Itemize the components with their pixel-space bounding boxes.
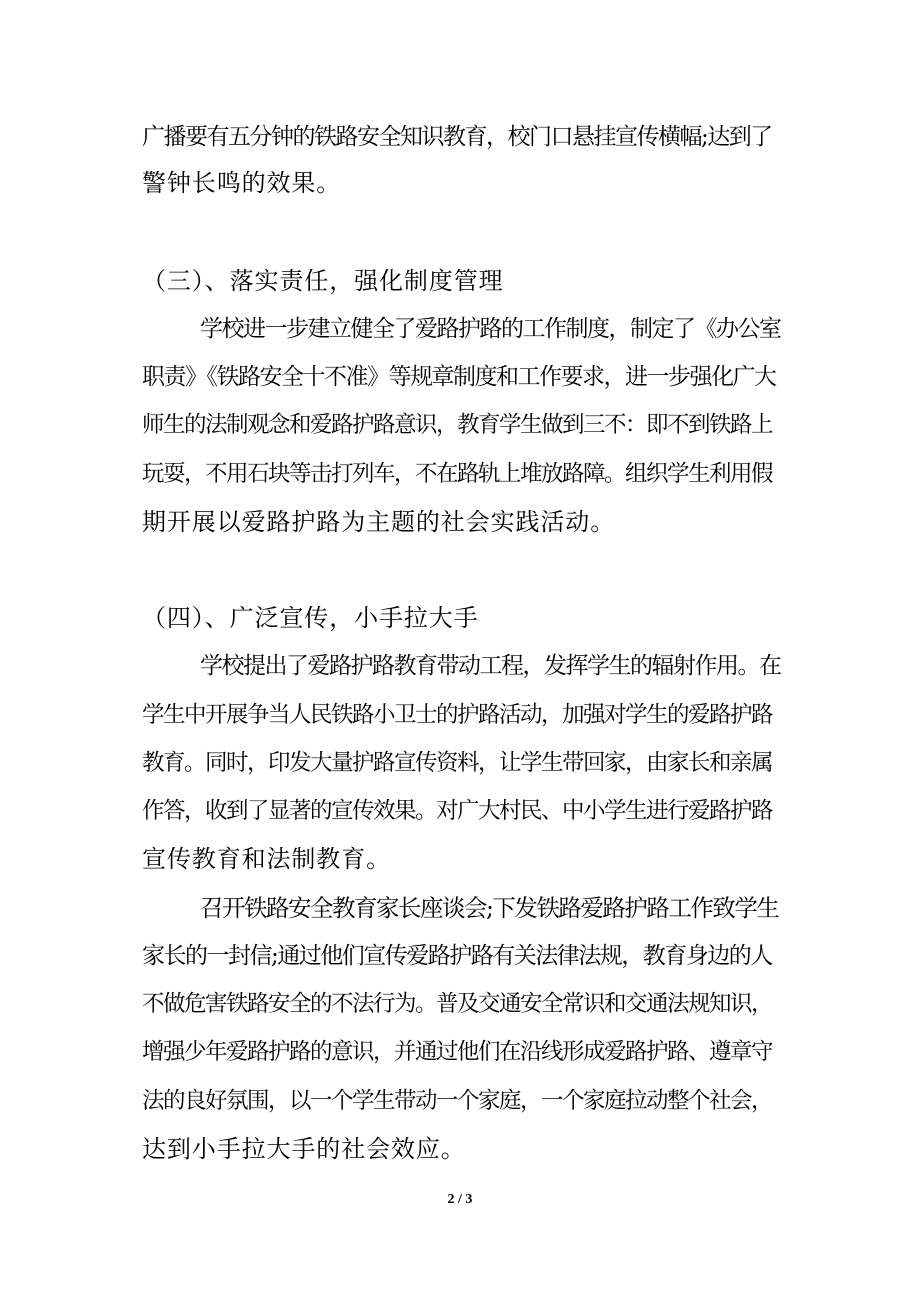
text-line: 期开展以爱路护路为主题的社会实践活动。 (142, 508, 616, 536)
text-line: 学生中开展争当人民铁路小卫士的护路活动，加强对学生的爱路护路 (142, 702, 773, 728)
text-line: 玩耍，不用石块等击打列车，不在路轨上堆放路障。组织学生利用假 (142, 461, 773, 487)
text-line: 学校提出了爱路护路教育带动工程，发挥学生的辐射作用。在 (200, 653, 781, 679)
text-line: 作答，收到了显著的宣传效果。对广大村民、中小学生进行爱路护路 (142, 798, 773, 824)
text-line: 师生的法制观念和爱路护路意识，教育学生做到三不：即不到铁路上 (142, 412, 773, 438)
section-heading: （四）、广泛宣传，小手拉大手 (142, 604, 479, 632)
page-number: 2 / 3 (447, 1192, 473, 1207)
text-line: 宣传教育和法制教育。 (142, 845, 391, 873)
text-line: 法的良好氛围，以一个学生带动一个家庭，一个家庭拉动整个社会， (142, 1088, 773, 1114)
text-line: 家长的一封信;通过他们宣传爱路护路有关法律法规，教育身边的人 (142, 943, 772, 969)
text-line: 职责》《铁路安全十不准》等规章制度和工作要求，进一步强化广大 (142, 364, 776, 390)
section-heading: （三）、落实责任，强化制度管理 (142, 267, 504, 295)
text-line: 达到小手拉大手的社会效应。 (142, 1135, 466, 1163)
text-line: 广播要有五分钟的铁路安全知识教育，校门口悬挂宣传横幅;达到了 (142, 124, 772, 150)
text-line: 不做危害铁路安全的不法行为。普及交通安全常识和交通法规知识， (142, 991, 773, 1017)
text-line: 教育。同时，印发大量护路宣传资料，让学生带回家，由家长和亲属 (142, 750, 773, 776)
text-line: 警钟长鸣的效果。 (142, 169, 342, 197)
text-line: 召开铁路安全教育家长座谈会;下发铁路爱路护路工作致学生 (200, 894, 779, 922)
text-line: 增强少年爱路护路的意识，并通过他们在沿线形成爱路护路、遵章守 (142, 1039, 773, 1065)
text-line: 学校进一步建立健全了爱路护路的工作制度，制定了《办公室 (200, 316, 781, 342)
